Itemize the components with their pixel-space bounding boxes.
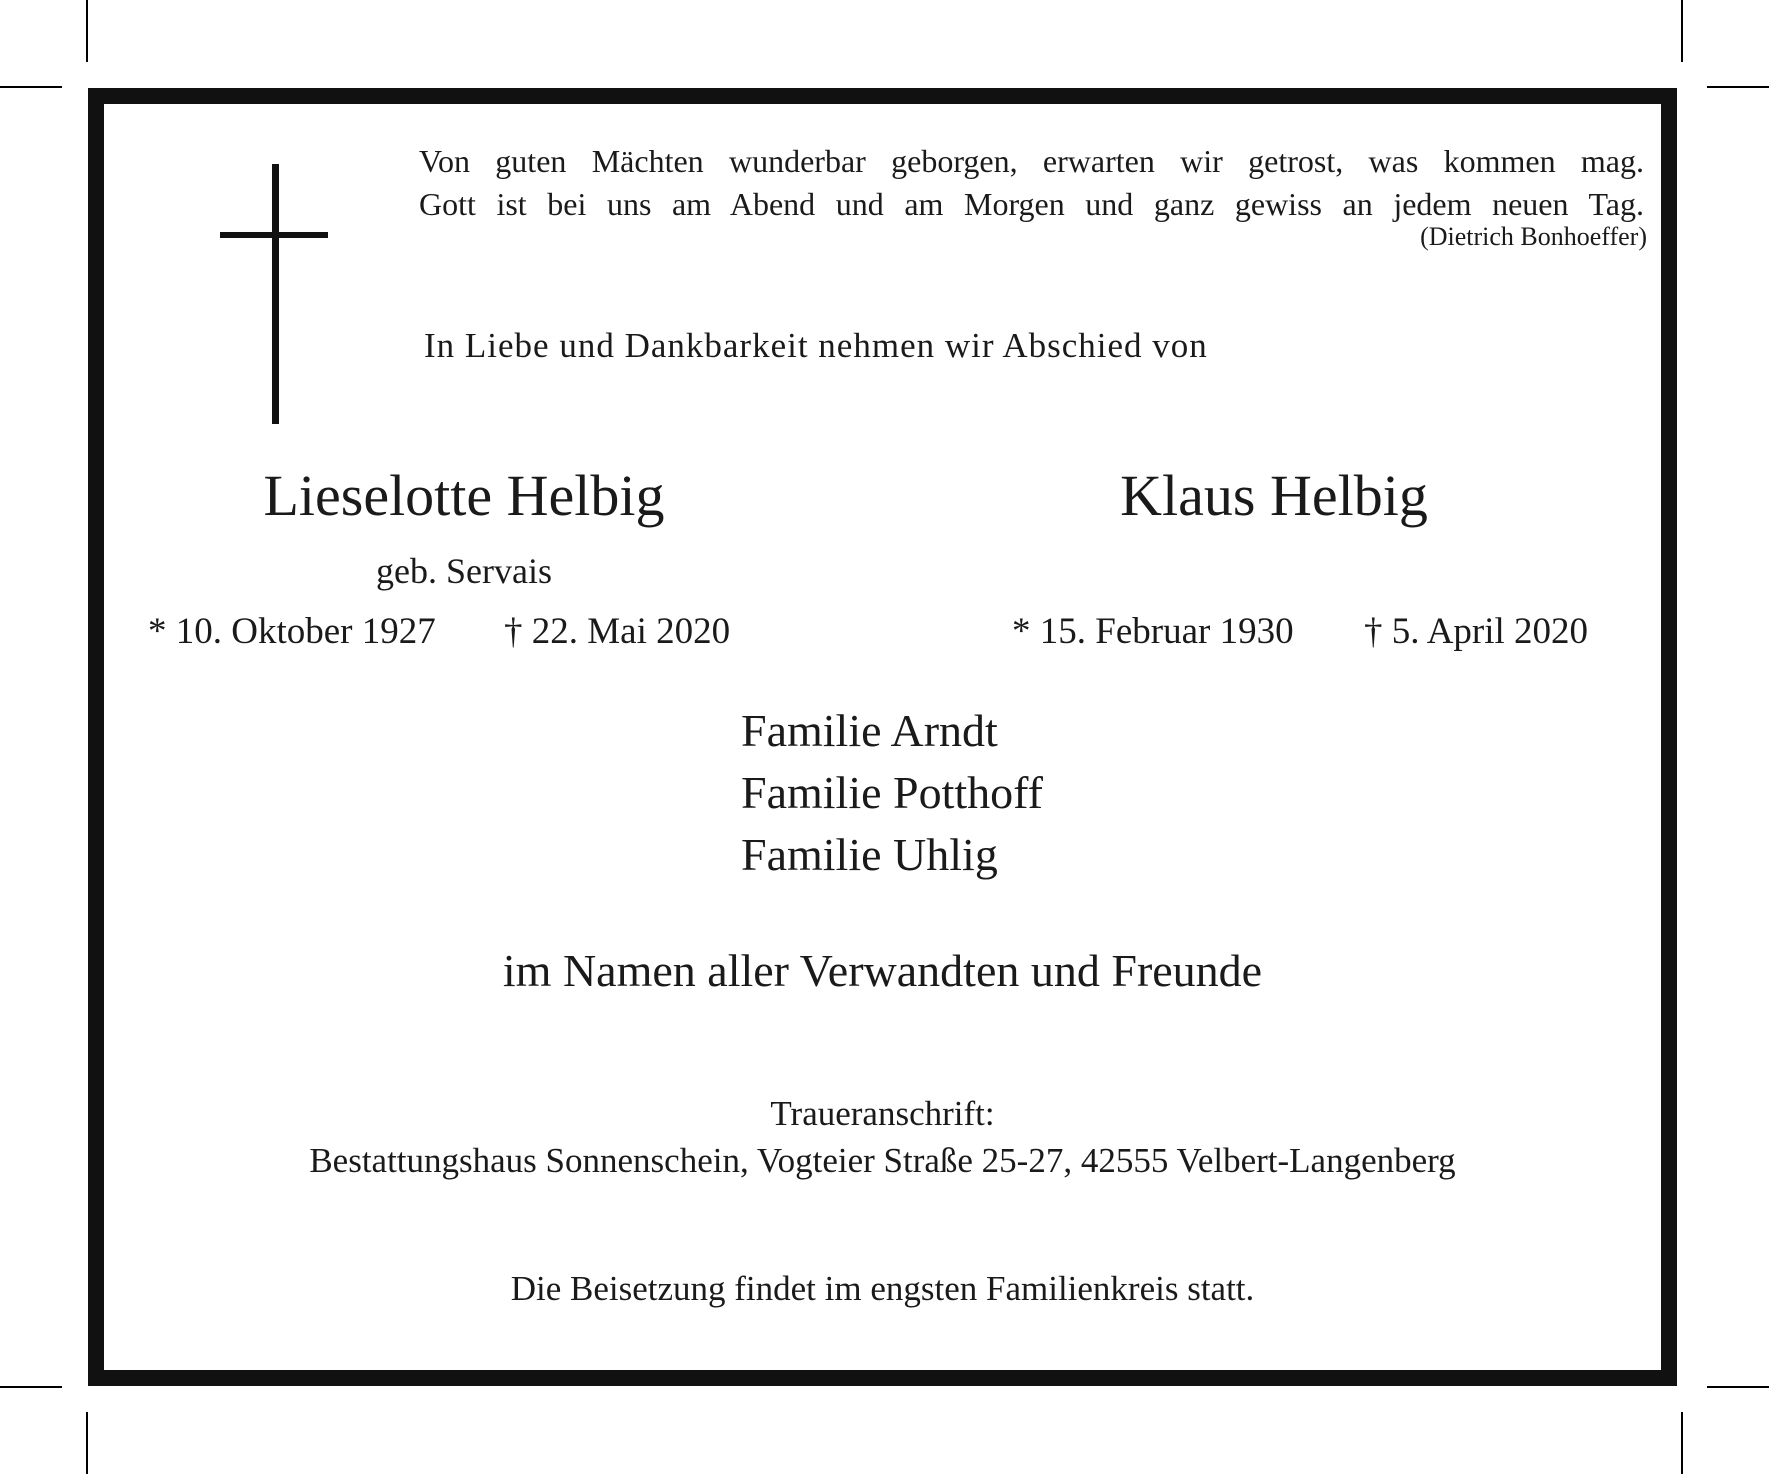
quote-line-1: Von guten Mächten wunderbar geborgen, erwarten wir getrost, was kommen mag. (419, 143, 1644, 179)
birth-date-lieselotte: * 10. Oktober 1927 (148, 611, 436, 652)
burial-note: Die Beisetzung findet im engsten Familienkreis statt. (510, 1269, 1255, 1308)
mourning-address-label: Traueranschrift: (770, 1094, 995, 1133)
family-name: Familie Arndt (741, 705, 998, 756)
quote-author: (Dietrich Bonhoeffer) (1420, 222, 1647, 251)
mourning-families (741, 700, 1043, 886)
crop-mark-left-top (0, 86, 62, 88)
deceased-name-klaus: Klaus Helbig (1120, 463, 1428, 528)
cross-icon-horizontal-bar (220, 232, 328, 238)
maiden-name: geb. Servais (376, 551, 552, 591)
crop-mark-bottom-left (86, 1412, 88, 1474)
crop-mark-right-top (1707, 86, 1769, 88)
crop-mark-left-bottom (0, 1386, 62, 1388)
crop-mark-bottom-right (1681, 1412, 1683, 1474)
mourning-address: Bestattungshaus Sonnenschein, Vogteier Straße 25-27, 42555 Velbert-Langenberg (309, 1141, 1456, 1180)
crop-mark-top-left (86, 0, 88, 62)
death-date-lieselotte: † 22. Mai 2020 (504, 611, 731, 652)
farewell-intro: In Liebe und Dankbarkeit nehmen wir Abschied von (424, 326, 1208, 365)
obituary-frame (88, 88, 1677, 1386)
deceased-name-lieselotte: Lieselotte Helbig (263, 463, 665, 528)
death-date-klaus: † 5. April 2020 (1364, 611, 1589, 652)
on-behalf-line: im Namen aller Verwandten und Freunde (502, 945, 1263, 996)
crop-mark-top-right (1681, 0, 1683, 62)
crop-mark-right-bottom (1707, 1386, 1769, 1388)
bonhoeffer-quote (419, 140, 1644, 226)
quote-line-2: Gott ist bei uns am Abend und am Morgen und ganz gewiss an jedem neuen Tag. (419, 186, 1644, 222)
cross-icon-vertical-bar (272, 164, 279, 424)
birth-date-klaus: * 15. Februar 1930 (1012, 611, 1294, 652)
family-name: Familie Uhlig (741, 829, 998, 880)
family-name: Familie Potthoff (741, 767, 1043, 818)
